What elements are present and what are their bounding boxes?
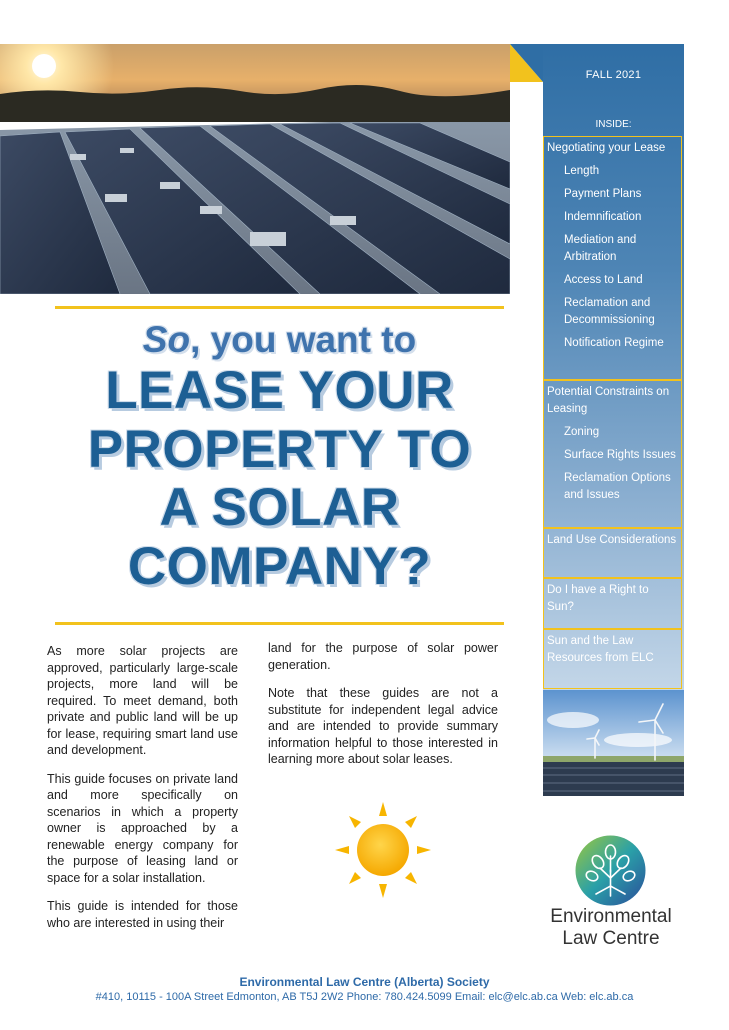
toc-item-indemnification[interactable]: Indemnification bbox=[564, 211, 642, 223]
main-title-line-1: LEASE YOUR bbox=[105, 361, 454, 420]
body-paragraph: This guide is intended for those who are interested in using their bbox=[47, 899, 238, 930]
toc-item-zoning[interactable]: Zoning bbox=[564, 426, 600, 438]
hero-solar-rooftop-photo bbox=[0, 44, 510, 294]
toc-section-title[interactable]: Do I have a Right to Sun? bbox=[547, 584, 649, 613]
tree-icon bbox=[574, 834, 647, 907]
toc-section-right-to-sun[interactable] bbox=[543, 578, 682, 629]
body-paragraph: land for the purpose of solar power generation. bbox=[268, 641, 498, 672]
wind-solar-farm-photo bbox=[543, 690, 684, 796]
body-paragraph: This guide focuses on private land and more specifically on scenarios in which a property owner is approached by a renewable energy company for the purpose of leasing land or space for a solar installation. bbox=[47, 771, 238, 885]
toc-item-reclamation-options[interactable]: Reclamation Options and Issues bbox=[564, 472, 671, 501]
footer-organization: Environmental Law Centre (Alberta) Society bbox=[239, 975, 490, 989]
title-lead-emphasis: So bbox=[142, 319, 191, 360]
main-title-line-4: COMPANY? bbox=[127, 536, 432, 596]
toc-section-title[interactable]: Sun and the Law Resources from ELC bbox=[547, 635, 654, 664]
issue-season: FALL 2021 bbox=[585, 69, 642, 81]
toc-section-title[interactable]: Potential Constraints on Leasing bbox=[547, 386, 670, 415]
toc-item-payment-plans[interactable]: Payment Plans bbox=[564, 188, 642, 200]
title-top-rule bbox=[55, 306, 504, 309]
toc-item-mediation[interactable]: Mediation and Arbitration bbox=[564, 234, 637, 263]
title-lead-text: , you want to bbox=[190, 319, 417, 360]
main-title-line-2: PROPERTY TO bbox=[87, 419, 472, 479]
main-title-line-3: A SOLAR bbox=[159, 478, 400, 537]
toc-item-reclamation[interactable]: Reclamation and Decommissioning bbox=[564, 297, 655, 326]
inside-label: INSIDE: bbox=[595, 119, 632, 130]
body-column-left bbox=[47, 643, 238, 943]
footer-contact: #410, 10115 - 100A Street Edmonton, AB T5J 2W2 Phone: 780.424.5099 Email: elc@elc.ab.ca Web: elc.ab.ca bbox=[95, 991, 634, 1003]
toc-section-negotiating[interactable] bbox=[543, 136, 682, 380]
toc-section-title[interactable]: Land Use Considerations bbox=[547, 534, 677, 546]
main-title bbox=[40, 362, 519, 596]
toc-item-length[interactable]: Length bbox=[564, 165, 600, 177]
body-paragraph: Note that these guides are not a substitute for independent legal advice and are intended to provide summary information helpful to those interested in learning more about solar leases. bbox=[268, 686, 498, 766]
sun-icon bbox=[333, 800, 433, 900]
toc-item-surface-rights[interactable]: Surface Rights Issues bbox=[564, 449, 676, 461]
title-lead-line bbox=[55, 318, 504, 362]
sidebar-corner-accent bbox=[510, 44, 543, 82]
toc-section-constraints[interactable] bbox=[543, 380, 682, 528]
toc-section-title[interactable]: Negotiating your Lease bbox=[547, 142, 666, 154]
title-bottom-rule bbox=[55, 622, 504, 625]
body-column-right bbox=[268, 640, 498, 780]
toc-item-notification[interactable]: Notification Regime bbox=[564, 337, 664, 349]
elc-logo bbox=[546, 834, 676, 954]
logo-text-line-2: Law Centre bbox=[562, 928, 660, 949]
toc-section-resources[interactable] bbox=[543, 629, 682, 689]
toc-section-land-use[interactable] bbox=[543, 528, 682, 578]
body-paragraph: As more solar projects are approved, particularly large-scale projects, more land will be required. To meet demand, both private and public land will be up for lease, requiring smart land use and development. bbox=[47, 644, 238, 757]
toc-item-access-to-land[interactable]: Access to Land bbox=[564, 274, 643, 286]
logo-text-line-1: Environmental bbox=[550, 906, 672, 927]
